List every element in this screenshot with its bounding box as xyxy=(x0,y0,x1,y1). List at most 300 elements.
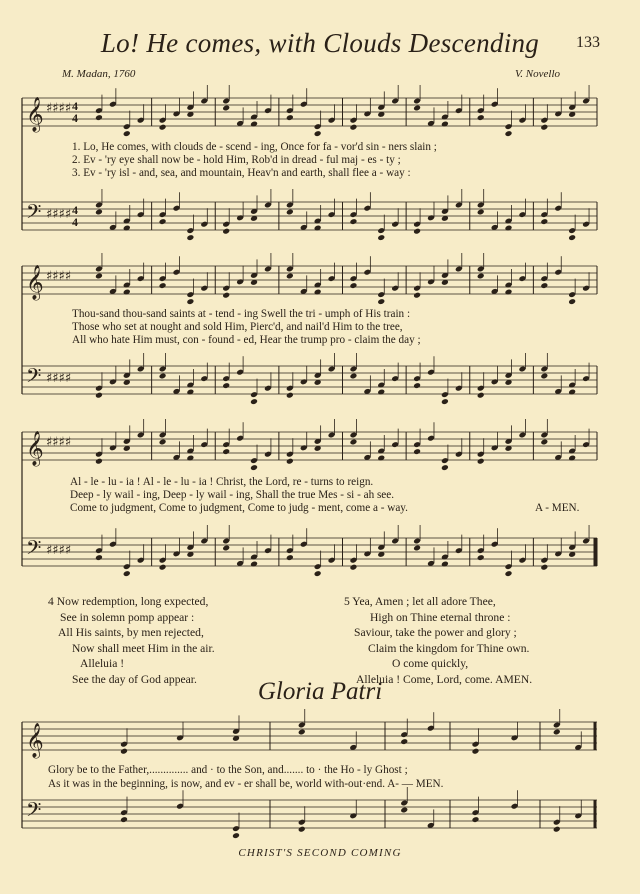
key-signature-icon: ♯♯♯♯ xyxy=(46,207,72,222)
note-icon xyxy=(391,98,399,105)
note-icon xyxy=(554,205,562,212)
key-signature-icon: ♯♯♯♯ xyxy=(46,101,72,116)
note-icon xyxy=(511,803,519,810)
note-icon xyxy=(553,722,561,729)
system1-verse3: 3. Ev - 'ry isl - and, sea, and mountain, Heav'n and earth, shall flee a - way : xyxy=(72,167,411,179)
note-icon xyxy=(574,812,582,819)
bass-clef-icon: 𝄢 xyxy=(26,364,42,392)
note-icon xyxy=(554,550,562,557)
bass-clef-icon: 𝄢 xyxy=(26,800,42,826)
note-icon xyxy=(186,455,194,462)
note-icon xyxy=(540,557,548,564)
note-icon xyxy=(413,292,421,299)
note-icon xyxy=(441,554,449,561)
note-icon xyxy=(264,107,272,114)
note-icon xyxy=(413,98,421,105)
note-icon xyxy=(95,107,103,114)
note-icon xyxy=(328,366,336,373)
note-icon xyxy=(413,285,421,292)
note-icon xyxy=(413,105,421,112)
note-icon xyxy=(109,101,117,108)
note-icon xyxy=(477,392,485,399)
note-icon xyxy=(286,385,294,392)
note-icon xyxy=(109,541,117,548)
note-icon xyxy=(328,275,336,282)
note-icon xyxy=(413,441,421,448)
key-signature-icon: ♯♯♯♯ xyxy=(46,269,72,284)
note-icon xyxy=(314,130,322,137)
note-icon xyxy=(582,538,590,545)
note-icon xyxy=(441,391,449,398)
note-icon xyxy=(95,392,103,399)
note-icon xyxy=(568,382,576,389)
note-icon xyxy=(519,557,527,564)
note-icon xyxy=(186,234,194,241)
note-icon xyxy=(236,435,244,442)
note-icon xyxy=(491,288,499,295)
note-icon xyxy=(477,458,485,465)
note-icon xyxy=(477,451,485,458)
note-icon xyxy=(363,205,371,212)
gloria-title: Gloria Patri xyxy=(257,678,383,705)
note-icon xyxy=(159,275,167,282)
note-icon xyxy=(123,289,131,296)
note-icon xyxy=(200,285,208,292)
time-signature: 4 xyxy=(72,111,78,125)
note-icon xyxy=(391,375,399,382)
note-icon xyxy=(350,366,358,373)
note-icon xyxy=(350,373,358,380)
note-icon xyxy=(236,278,244,285)
treble-clef-icon: 𝄞 xyxy=(26,724,44,757)
footer-caption: CHRIST'S SECOND COMING xyxy=(238,847,402,859)
bass-clef-icon: 𝄢 xyxy=(26,200,42,228)
note-icon xyxy=(95,273,103,280)
note-icon xyxy=(159,282,167,289)
note-icon xyxy=(472,741,480,748)
note-icon xyxy=(300,378,308,385)
note-icon xyxy=(540,282,548,289)
note-icon xyxy=(222,538,230,545)
composer-credit: V. Novello xyxy=(514,68,560,80)
note-icon xyxy=(186,227,194,234)
note-icon xyxy=(519,211,527,218)
note-icon xyxy=(455,266,463,273)
note-icon xyxy=(200,375,208,382)
note-icon xyxy=(455,107,463,114)
note-icon xyxy=(123,438,131,445)
note-icon xyxy=(173,454,181,461)
note-icon xyxy=(173,388,181,395)
note-icon xyxy=(222,221,230,228)
note-icon xyxy=(176,803,184,810)
note-icon xyxy=(120,809,128,816)
note-icon xyxy=(109,288,117,295)
note-icon xyxy=(159,117,167,124)
note-icon xyxy=(568,104,576,111)
note-icon xyxy=(519,366,527,373)
note-icon xyxy=(314,379,322,386)
note-icon xyxy=(477,273,485,280)
note-icon xyxy=(413,448,421,455)
note-icon xyxy=(568,227,576,234)
note-icon xyxy=(568,551,576,558)
note-icon xyxy=(314,372,322,379)
note-icon xyxy=(298,729,306,736)
note-icon xyxy=(519,275,527,282)
note-icon xyxy=(200,538,208,545)
note-icon xyxy=(173,110,181,117)
note-icon xyxy=(222,292,230,299)
stanza-4-line: Now shall meet Him in the air. xyxy=(72,641,215,655)
note-icon xyxy=(159,211,167,218)
note-icon xyxy=(477,547,485,554)
note-icon xyxy=(505,289,513,296)
note-icon xyxy=(232,832,240,839)
note-icon xyxy=(491,541,499,548)
note-icon xyxy=(519,432,527,439)
note-icon xyxy=(477,554,485,561)
note-icon xyxy=(377,389,385,396)
note-icon xyxy=(505,225,513,232)
note-icon xyxy=(123,123,131,130)
note-icon xyxy=(250,215,258,222)
note-icon xyxy=(250,279,258,286)
note-icon xyxy=(441,561,449,568)
note-icon xyxy=(286,554,294,561)
note-icon xyxy=(427,560,435,567)
note-icon xyxy=(176,734,184,741)
note-icon xyxy=(200,98,208,105)
note-icon xyxy=(123,570,131,577)
note-icon xyxy=(477,266,485,273)
note-icon xyxy=(427,214,435,221)
note-icon xyxy=(350,432,358,439)
note-icon xyxy=(505,445,513,452)
note-icon xyxy=(350,282,358,289)
note-icon xyxy=(441,215,449,222)
note-icon xyxy=(137,275,145,282)
note-icon xyxy=(540,124,548,131)
note-icon xyxy=(505,563,513,570)
note-icon xyxy=(250,561,258,568)
note-icon xyxy=(441,272,449,279)
note-icon xyxy=(363,454,371,461)
note-icon xyxy=(137,211,145,218)
note-icon xyxy=(200,441,208,448)
stanza-5-line: Alleluia ! Come, Lord, come. AMEN. xyxy=(356,672,533,686)
note-icon xyxy=(505,130,513,137)
stanza-5-line: 5 Yea, Amen ; let all adore Thee, xyxy=(344,595,496,608)
system2-verse1: Thou-sand thou-sand saints at - tend - ing Swell the tri - umph of His train : xyxy=(72,308,411,320)
stanza-5-line: Claim the kingdom for Thine own. xyxy=(368,641,530,655)
note-icon xyxy=(377,104,385,111)
note-icon xyxy=(400,738,408,745)
note-icon xyxy=(540,373,548,380)
note-icon xyxy=(540,564,548,571)
note-icon xyxy=(123,372,131,379)
note-icon xyxy=(95,554,103,561)
note-icon xyxy=(391,538,399,545)
note-icon xyxy=(427,369,435,376)
note-icon xyxy=(350,124,358,131)
note-icon xyxy=(264,451,272,458)
note-icon xyxy=(540,439,548,446)
note-icon xyxy=(363,388,371,395)
note-icon xyxy=(441,208,449,215)
note-icon xyxy=(314,438,322,445)
note-icon xyxy=(222,448,230,455)
note-icon xyxy=(540,366,548,373)
note-icon xyxy=(391,221,399,228)
gloria-line2: As it was in the beginning, is now, and ev - er shall be, world with-out·end. A- — MEN. xyxy=(48,778,444,790)
treble-clef-icon: 𝄞 xyxy=(26,431,44,466)
note-icon xyxy=(377,111,385,118)
note-icon xyxy=(427,278,435,285)
note-icon xyxy=(236,369,244,376)
note-icon xyxy=(413,382,421,389)
note-icon xyxy=(491,444,499,451)
note-icon xyxy=(505,218,513,225)
note-icon xyxy=(137,557,145,564)
note-icon xyxy=(298,722,306,729)
treble-clef-icon: 𝄞 xyxy=(26,265,44,300)
note-icon xyxy=(377,382,385,389)
note-icon xyxy=(286,202,294,209)
note-icon xyxy=(286,547,294,554)
system1-verse1: 1. Lo, He comes, with clouds de - scend - ing, Once for fa - vor'd sin - ners slain ; xyxy=(72,141,437,153)
note-icon xyxy=(441,457,449,464)
note-icon xyxy=(455,547,463,554)
note-icon xyxy=(350,564,358,571)
note-icon xyxy=(120,816,128,823)
note-icon xyxy=(186,111,194,118)
note-icon xyxy=(377,551,385,558)
note-icon xyxy=(250,457,258,464)
note-icon xyxy=(349,744,357,751)
note-icon xyxy=(286,114,294,121)
stanza-5-line: Saviour, take the power and glory ; xyxy=(354,626,517,639)
note-icon xyxy=(582,98,590,105)
note-icon xyxy=(159,557,167,564)
system1-verse2: 2. Ev - 'ry eye shall now be - hold Him, Rob'd in dread - ful maj - es - ty ; xyxy=(72,154,401,166)
note-icon xyxy=(159,439,167,446)
note-icon xyxy=(350,211,358,218)
note-icon xyxy=(350,117,358,124)
stanza-4-line: Alleluia ! xyxy=(80,657,125,670)
note-icon xyxy=(400,807,408,814)
stanza-4-line: See the day of God appear. xyxy=(72,672,197,686)
note-icon xyxy=(123,225,131,232)
note-icon xyxy=(186,291,194,298)
note-icon xyxy=(582,285,590,292)
note-icon xyxy=(391,285,399,292)
note-icon xyxy=(159,373,167,380)
bass-clef-icon: 𝄢 xyxy=(26,536,42,564)
time-signature: 4 xyxy=(72,215,78,229)
note-icon xyxy=(123,563,131,570)
note-icon xyxy=(568,234,576,241)
note-icon xyxy=(137,117,145,124)
amen-label: A - MEN. xyxy=(535,502,580,514)
note-icon xyxy=(222,441,230,448)
note-icon xyxy=(95,451,103,458)
note-icon xyxy=(472,809,480,816)
note-icon xyxy=(186,544,194,551)
note-icon xyxy=(236,560,244,567)
note-icon xyxy=(300,288,308,295)
note-icon xyxy=(123,218,131,225)
note-icon xyxy=(540,218,548,225)
note-icon xyxy=(477,209,485,216)
note-icon xyxy=(109,444,117,451)
note-icon xyxy=(314,218,322,225)
note-icon xyxy=(413,375,421,382)
note-icon xyxy=(286,458,294,465)
note-icon xyxy=(250,554,258,561)
key-signature-icon: ♯♯♯♯ xyxy=(46,435,72,450)
note-icon xyxy=(298,819,306,826)
note-icon xyxy=(123,282,131,289)
note-icon xyxy=(505,372,513,379)
treble-clef-icon: 𝄞 xyxy=(26,97,44,132)
note-icon xyxy=(505,379,513,386)
note-icon xyxy=(314,282,322,289)
note-icon xyxy=(377,448,385,455)
note-icon xyxy=(173,550,181,557)
note-icon xyxy=(250,398,258,405)
note-icon xyxy=(314,123,322,130)
note-icon xyxy=(300,101,308,108)
note-icon xyxy=(400,800,408,807)
time-signature: 4 xyxy=(72,203,78,217)
note-icon xyxy=(222,105,230,112)
note-icon xyxy=(95,385,103,392)
note-icon xyxy=(413,221,421,228)
note-icon xyxy=(568,448,576,455)
note-icon xyxy=(477,114,485,121)
note-icon xyxy=(264,547,272,554)
note-icon xyxy=(455,451,463,458)
note-icon xyxy=(328,117,336,124)
note-icon xyxy=(350,439,358,446)
note-icon xyxy=(553,826,561,833)
note-icon xyxy=(186,104,194,111)
note-icon xyxy=(477,107,485,114)
note-icon xyxy=(120,741,128,748)
note-icon xyxy=(477,202,485,209)
note-icon xyxy=(250,464,258,471)
note-icon xyxy=(553,729,561,736)
note-icon xyxy=(286,266,294,273)
note-icon xyxy=(298,826,306,833)
note-icon xyxy=(173,269,181,276)
key-signature-icon: ♯♯♯♯ xyxy=(46,543,72,558)
note-icon xyxy=(568,298,576,305)
note-icon xyxy=(186,382,194,389)
note-icon xyxy=(363,269,371,276)
note-icon xyxy=(363,550,371,557)
gloria-line1: Glory be to the Father,.............. and · to the Son, and....... to · the Ho - ly Ghost ; xyxy=(48,764,408,776)
note-icon xyxy=(491,378,499,385)
note-icon xyxy=(222,545,230,552)
note-icon xyxy=(222,285,230,292)
page-number: 133 xyxy=(576,34,600,51)
note-icon xyxy=(519,117,527,124)
system3-verse3: Come to judgment, Come to judgment, Come to judg - ment, come a - way. xyxy=(70,502,408,514)
system3-verse1: Al - le - lu - ia ! Al - le - lu - ia ! Christ, the Lord, re - turns to reign. xyxy=(70,476,374,488)
note-icon xyxy=(314,445,322,452)
note-icon xyxy=(582,441,590,448)
note-icon xyxy=(109,224,117,231)
system2-verse2: Those who set at nought and sold Him, Pierc'd, and nail'd Him to the tree, xyxy=(72,321,403,333)
note-icon xyxy=(95,266,103,273)
note-icon xyxy=(286,451,294,458)
note-icon xyxy=(582,221,590,228)
note-icon xyxy=(328,211,336,218)
system2-verse3: All who hate Him must, con - found - ed, Hear the trump pro - claim the day ; xyxy=(72,334,421,346)
note-icon xyxy=(505,570,513,577)
note-icon xyxy=(222,382,230,389)
note-icon xyxy=(554,269,562,276)
note-icon xyxy=(137,366,145,373)
note-icon xyxy=(472,748,480,755)
note-icon xyxy=(95,202,103,209)
stanza-4-line: All His saints, by men rejected, xyxy=(58,626,204,639)
stanza-5-line: O come quickly, xyxy=(392,657,469,670)
note-icon xyxy=(286,107,294,114)
note-icon xyxy=(222,98,230,105)
note-icon xyxy=(236,214,244,221)
note-icon xyxy=(455,385,463,392)
note-icon xyxy=(123,379,131,386)
note-icon xyxy=(250,208,258,215)
key-signature-icon: ♯♯♯♯ xyxy=(46,371,72,386)
note-icon xyxy=(232,728,240,735)
note-icon xyxy=(314,570,322,577)
note-icon xyxy=(491,101,499,108)
note-icon xyxy=(505,282,513,289)
note-icon xyxy=(123,445,131,452)
hymn-title: Lo! He comes, with Clouds Descending xyxy=(100,28,540,58)
note-icon xyxy=(328,432,336,439)
note-icon xyxy=(349,812,357,819)
note-icon xyxy=(554,110,562,117)
note-icon xyxy=(400,731,408,738)
note-icon xyxy=(286,273,294,280)
note-icon xyxy=(441,398,449,405)
note-icon xyxy=(159,218,167,225)
note-icon xyxy=(413,538,421,545)
note-icon xyxy=(540,275,548,282)
note-icon xyxy=(159,432,167,439)
note-icon xyxy=(582,375,590,382)
note-icon xyxy=(377,234,385,241)
note-icon xyxy=(574,744,582,751)
note-icon xyxy=(300,444,308,451)
note-icon xyxy=(264,266,272,273)
note-icon xyxy=(186,448,194,455)
note-icon xyxy=(491,224,499,231)
note-icon xyxy=(413,545,421,552)
note-icon xyxy=(377,227,385,234)
note-icon xyxy=(455,202,463,209)
note-icon xyxy=(427,822,435,829)
note-icon xyxy=(540,117,548,124)
note-icon xyxy=(95,547,103,554)
note-icon xyxy=(137,432,145,439)
note-icon xyxy=(300,541,308,548)
